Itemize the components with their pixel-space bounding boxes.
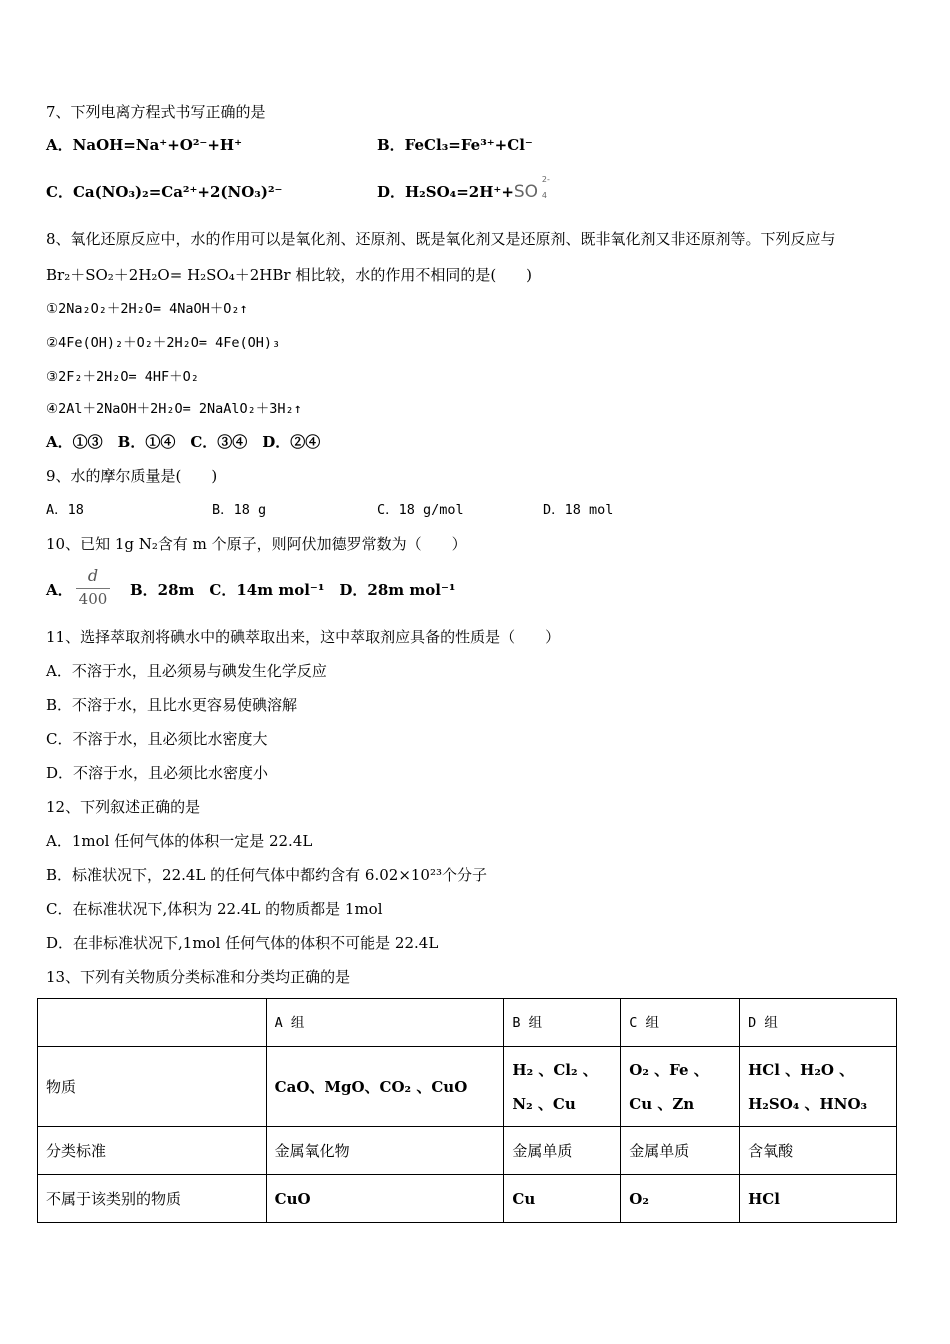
table-cell: 不属于该类别的物质: [38, 1175, 267, 1223]
q10-stem: 10、已知 1g N₂含有 m 个原子，则阿伏加德罗常数为（ ）: [46, 535, 467, 553]
cell-line: HCl 、H₂O 、: [748, 1060, 855, 1079]
table-cell: 含氧酸: [740, 1127, 897, 1175]
q9-option-a: A．18: [46, 502, 84, 518]
q7-option-b: B．FeCl₃=Fe³⁺+Cl⁻: [377, 136, 533, 154]
q8-stem-line2: Br₂＋SO₂＋2H₂O= H₂SO₄＋2HBr 相比较，水的作用不相同的是( ): [46, 266, 533, 284]
q11-option-b: B．不溶于水，且比水更容易使碘溶解: [46, 696, 298, 714]
cell-line: N₂ 、Cu: [512, 1094, 576, 1113]
q12-option-a: A．1mol 任何气体的体积一定是 22.4L: [46, 832, 313, 850]
table-cell: 金属单质: [504, 1127, 621, 1175]
fraction-numerator: d: [87, 566, 99, 585]
table-header-cell: A 组: [266, 999, 504, 1047]
q8-stem-line1: 8、氧化还原反应中，水的作用可以是氧化剂、还原剂、既是氧化剂又是还原剂、既非氧化剂又非还原剂等。下列反应与: [46, 230, 836, 248]
q12-option-c: C．在标准状况下,体积为 22.4L 的物质都是 1mol: [46, 900, 383, 918]
q10-option-a-label: A．: [46, 581, 73, 599]
q11-option-d: D．不溶于水，且必须比水密度小: [46, 764, 269, 782]
table-header-cell: C 组: [621, 999, 740, 1047]
table-header-row: [38, 999, 897, 1047]
q8-reaction-1: ①2Na₂O₂＋2H₂O= 4NaOH＋O₂↑: [46, 301, 248, 317]
q12-option-b: B．标准状况下，22.4L 的任何气体中都约含有 6.02×10²³个分子: [46, 866, 488, 884]
cell-line: Cu 、Zn: [629, 1094, 695, 1113]
q11-stem: 11、选择萃取剂将碘水中的碘萃取出来，这中萃取剂应具备的性质是（ ）: [46, 628, 561, 646]
table-cell: CuO: [266, 1175, 504, 1223]
table-row: [38, 1175, 897, 1223]
table-cell: O₂: [621, 1175, 740, 1223]
table-row: [38, 1127, 897, 1175]
table-cell: 物质: [38, 1047, 267, 1127]
q11-option-a: A．不溶于水，且必须易与碘发生化学反应: [46, 662, 327, 680]
table-cell: CaO、MgO、CO₂ 、CuO: [266, 1047, 504, 1127]
q12-option-d: D．在非标准状况下,1mol 任何气体的体积不可能是 22.4L: [46, 934, 439, 952]
table-row: [38, 1047, 897, 1127]
q7-option-d: [377, 175, 550, 202]
q10-options-bcd: B．28m C．14m mol⁻¹ D．28m mol⁻¹: [130, 581, 456, 599]
cell-line: O₂ 、Fe 、: [629, 1060, 709, 1079]
q11-option-c: C．不溶于水，且必须比水密度大: [46, 730, 268, 748]
table-cell: Cu: [504, 1175, 621, 1223]
table-cell: [740, 1047, 897, 1127]
q9-option-c: C．18 g/mol: [377, 502, 464, 518]
cell-line: H₂ 、Cl₂ 、: [512, 1060, 598, 1079]
sulfate-ion-index: 4: [541, 191, 547, 200]
q12-stem: 12、下列叙述正确的是: [46, 798, 201, 816]
q7-option-c: C．Ca(NO₃)₂=Ca²⁺+2(NO₃)²⁻: [46, 183, 283, 201]
table-cell: [621, 1047, 740, 1127]
sulfate-ion-formula: [513, 175, 550, 202]
q9-option-d: D．18 mol: [543, 502, 614, 518]
sulfate-ion-charge: 2-: [541, 175, 550, 184]
q8-reaction-4: ④2Al＋2NaOH＋2H₂O= 2NaAlO₂＋3H₂↑: [46, 401, 302, 417]
classification-table: [37, 998, 897, 1223]
sulfate-ion-symbol: SO: [513, 182, 539, 202]
q7-stem: 7、下列电离方程式书写正确的是: [46, 103, 266, 121]
q8-reaction-2: ②4Fe(OH)₂＋O₂＋2H₂O= 4Fe(OH)₃: [46, 335, 281, 351]
table-header-cell: [38, 999, 267, 1047]
q9-option-b: B．18 g: [212, 502, 267, 518]
fraction-denominator: 400: [78, 590, 108, 608]
q8-options: A．①③ B．①④ C．③④ D．②④: [46, 433, 321, 451]
q13-stem: 13、下列有关物质分类标准和分类均正确的是: [46, 968, 351, 986]
table-header-cell: B 组: [504, 999, 621, 1047]
table-cell: [504, 1047, 621, 1127]
table-cell: HCl: [740, 1175, 897, 1223]
table-cell: 金属单质: [621, 1127, 740, 1175]
fraction-bar: [76, 588, 110, 589]
table-header-cell: D 组: [740, 999, 897, 1047]
q7-option-a: A．NaOH=Na⁺+O²⁻+H⁺: [46, 136, 243, 154]
cell-line: H₂SO₄ 、HNO₃: [748, 1094, 868, 1113]
q7-option-d-text: D．H₂SO₄=2H⁺+: [377, 183, 514, 201]
table-cell: 分类标准: [38, 1127, 267, 1175]
q9-stem: 9、水的摩尔质量是( ): [46, 467, 218, 485]
table-cell: 金属氧化物: [266, 1127, 504, 1175]
q8-reaction-3: ③2F₂＋2H₂O= 4HF＋O₂: [46, 369, 199, 385]
